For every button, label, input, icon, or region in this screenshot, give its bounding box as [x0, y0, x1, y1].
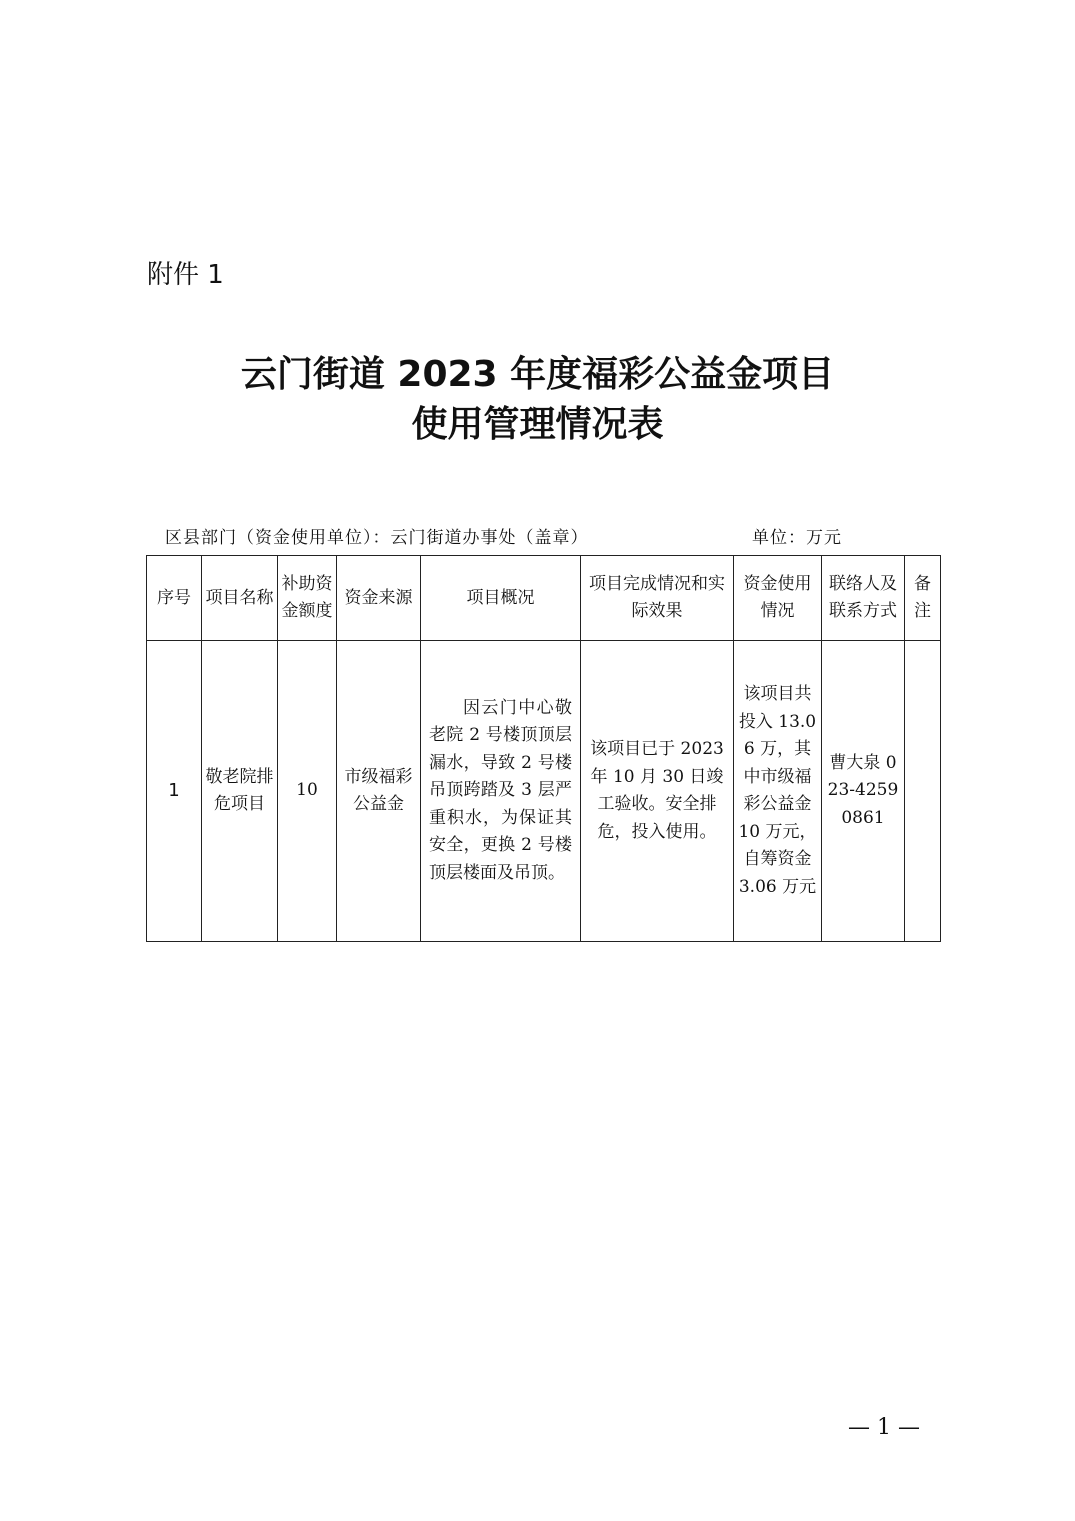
header-remark: 备注: [905, 556, 941, 641]
cell-fund-usage: 该项目共投入 13.06 万，其中市级福彩公益金 10 万元，自筹资金 3.06 万元: [734, 641, 822, 942]
header-project-overview: 项目概况: [421, 556, 581, 641]
cell-fund-source: 市级福彩公益金: [337, 641, 421, 942]
header-completion: 项目完成情况和实际效果: [581, 556, 734, 641]
cell-project-overview: 因云门中心敬老院 2 号楼顶顶层漏水，导致 2 号楼吊顶跨踏及 3 层严重积水，为保证其安全，更换 2 号楼顶层楼面及吊顶。: [421, 641, 581, 942]
cell-seq: 1: [147, 641, 202, 942]
cell-remark: [905, 641, 941, 942]
cell-completion: 该项目已于 2023 年 10 月 30 日竣工验收。安全排危，投入使用。: [581, 641, 734, 942]
header-project-name: 项目名称: [202, 556, 278, 641]
attachment-label: 附件 1: [147, 260, 224, 290]
header-seq: 序号: [147, 556, 202, 641]
title-line-2: 使用管理情况表: [411, 404, 664, 445]
department-label: 区县部门（资金使用单位）：云门街道办事处（盖章）: [165, 528, 589, 548]
header-contact: 联络人及联系方式: [822, 556, 905, 641]
header-fund-source: 资金来源: [337, 556, 421, 641]
table-row: [147, 641, 941, 942]
table-header-row: [147, 556, 941, 641]
document-title: [0, 350, 1075, 450]
table-meta-row: [165, 525, 865, 551]
project-usage-table: [146, 555, 941, 942]
header-fund-usage: 资金使用情况: [734, 556, 822, 641]
header-subsidy-amount: 补助资金额度: [278, 556, 337, 641]
cell-project-name: 敬老院排危项目: [202, 641, 278, 942]
page-number: — 1 —: [848, 1415, 920, 1440]
unit-label: 单位：万元: [752, 528, 842, 548]
cell-contact: 曹大泉 023-42590861: [822, 641, 905, 942]
cell-subsidy-amount: 10: [278, 641, 337, 942]
title-line-1: 云门街道 2023 年度福彩公益金项目: [240, 354, 835, 395]
